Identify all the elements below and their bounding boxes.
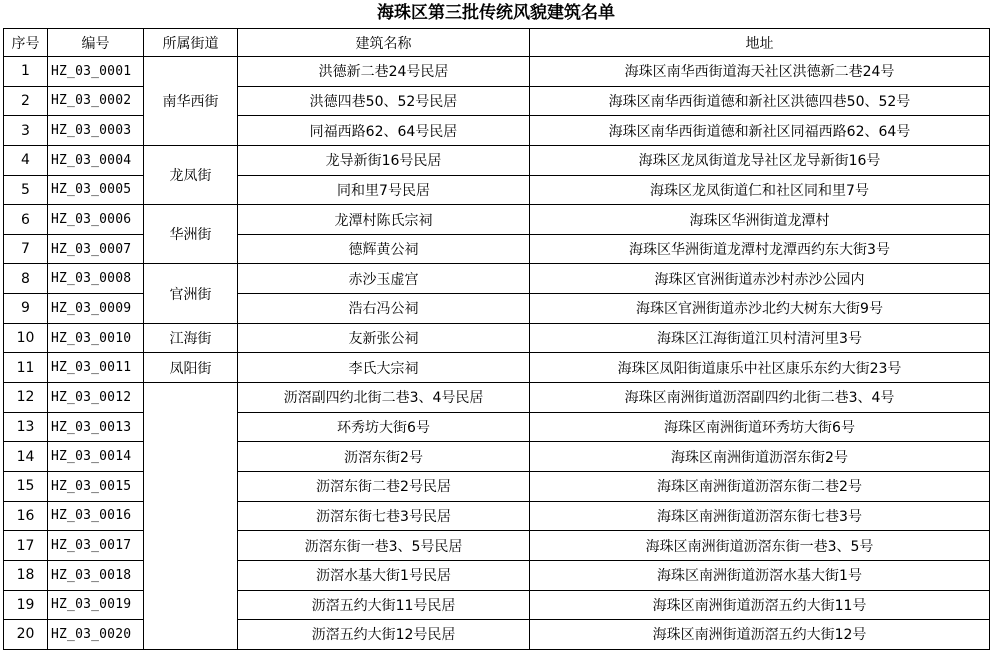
cell-seq: 3 [4, 116, 48, 146]
cell-seq: 10 [4, 323, 48, 353]
cell-name: 沥滘水基大街1号民居 [238, 560, 530, 590]
cell-name: 同福西路62、64号民居 [238, 116, 530, 146]
cell-code: HZ_03_0011 [48, 353, 144, 383]
cell-seq: 17 [4, 531, 48, 561]
cell-name: 洪德四巷50、52号民居 [238, 86, 530, 116]
cell-seq: 9 [4, 294, 48, 324]
cell-code: HZ_03_0010 [48, 323, 144, 353]
cell-address: 海珠区江海街道江贝村清河里3号 [530, 323, 990, 353]
cell-code: HZ_03_0009 [48, 294, 144, 324]
cell-seq: 15 [4, 471, 48, 501]
cell-seq: 14 [4, 442, 48, 472]
cell-address: 海珠区龙凤街道仁和社区同和里7号 [530, 175, 990, 205]
cell-name: 同和里7号民居 [238, 175, 530, 205]
table-row [4, 383, 990, 413]
cell-address: 海珠区华洲街道龙潭村龙潭西约东大街3号 [530, 234, 990, 264]
page-title: 海珠区第三批传统风貌建筑名单 [377, 3, 615, 23]
cell-address: 海珠区南洲街道环秀坊大街6号 [530, 412, 990, 442]
cell-seq: 19 [4, 590, 48, 620]
cell-code: HZ_03_0019 [48, 590, 144, 620]
cell-address: 海珠区南华西街道德和新社区同福西路62、64号 [530, 116, 990, 146]
cell-address: 海珠区龙凤街道龙导社区龙导新街16号 [530, 145, 990, 175]
cell-seq: 8 [4, 264, 48, 294]
cell-code: HZ_03_0017 [48, 531, 144, 561]
cell-street: 华洲街 [144, 205, 238, 264]
table-row [4, 323, 990, 353]
cell-name: 沥滘副四约北街二巷3、4号民居 [238, 383, 530, 413]
cell-seq: 18 [4, 560, 48, 590]
cell-street: 龙凤街 [144, 145, 238, 204]
cell-name: 沥滘五约大街11号民居 [238, 590, 530, 620]
cell-address: 海珠区华洲街道龙潭村 [530, 205, 990, 235]
cell-code: HZ_03_0004 [48, 145, 144, 175]
cell-code: HZ_03_0001 [48, 57, 144, 87]
header-code: 编号 [48, 29, 144, 57]
cell-name: 沥滘五约大街12号民居 [238, 620, 530, 650]
cell-address: 海珠区南华西街道德和新社区洪德四巷50、52号 [530, 86, 990, 116]
building-list-table [3, 28, 990, 650]
cell-code: HZ_03_0018 [48, 560, 144, 590]
cell-code: HZ_03_0012 [48, 383, 144, 413]
cell-address: 海珠区南华西街道海天社区洪德新二巷24号 [530, 57, 990, 87]
cell-name: 龙导新街16号民居 [238, 145, 530, 175]
table-row [4, 264, 990, 294]
cell-code: HZ_03_0008 [48, 264, 144, 294]
cell-seq: 4 [4, 145, 48, 175]
cell-code: HZ_03_0016 [48, 501, 144, 531]
cell-seq: 5 [4, 175, 48, 205]
header-address: 地址 [530, 29, 990, 57]
cell-code: HZ_03_0007 [48, 234, 144, 264]
cell-seq: 13 [4, 412, 48, 442]
cell-seq: 7 [4, 234, 48, 264]
table-row [4, 353, 990, 383]
cell-street: 凤阳街 [144, 353, 238, 383]
cell-code: HZ_03_0014 [48, 442, 144, 472]
cell-address: 海珠区南洲街道沥滘水基大街1号 [530, 560, 990, 590]
table-row [4, 145, 990, 175]
cell-address: 海珠区南洲街道沥滘东街七巷3号 [530, 501, 990, 531]
cell-name: 环秀坊大街6号 [238, 412, 530, 442]
cell-code: HZ_03_0003 [48, 116, 144, 146]
header-street: 所属街道 [144, 29, 238, 57]
cell-address: 海珠区南洲街道沥滘东街2号 [530, 442, 990, 472]
cell-code: HZ_03_0015 [48, 471, 144, 501]
cell-seq: 1 [4, 57, 48, 87]
cell-code: HZ_03_0020 [48, 620, 144, 650]
cell-seq: 2 [4, 86, 48, 116]
cell-seq: 20 [4, 620, 48, 650]
cell-address: 海珠区官洲街道赤沙村赤沙公园内 [530, 264, 990, 294]
cell-name: 洪德新二巷24号民居 [238, 57, 530, 87]
cell-code: HZ_03_0013 [48, 412, 144, 442]
cell-name: 德辉黄公祠 [238, 234, 530, 264]
cell-name: 沥滘东街一巷3、5号民居 [238, 531, 530, 561]
header-name: 建筑名称 [238, 29, 530, 57]
cell-name: 沥滘东街七巷3号民居 [238, 501, 530, 531]
cell-street: 江海街 [144, 323, 238, 353]
cell-name: 沥滘东街2号 [238, 442, 530, 472]
header-seq: 序号 [4, 29, 48, 57]
cell-name: 友新张公祠 [238, 323, 530, 353]
table-row [4, 205, 990, 235]
cell-address: 海珠区南洲街道沥滘五约大街11号 [530, 590, 990, 620]
cell-seq: 12 [4, 383, 48, 413]
cell-seq: 11 [4, 353, 48, 383]
table-row [4, 57, 990, 87]
cell-code: HZ_03_0002 [48, 86, 144, 116]
cell-street: 官洲街 [144, 264, 238, 323]
cell-address: 海珠区凤阳街道康乐中社区康乐东约大街23号 [530, 353, 990, 383]
cell-code: HZ_03_0005 [48, 175, 144, 205]
cell-address: 海珠区南洲街道沥滘副四约北街二巷3、4号 [530, 383, 990, 413]
cell-name: 龙潭村陈氏宗祠 [238, 205, 530, 235]
cell-name: 李氏大宗祠 [238, 353, 530, 383]
cell-seq: 6 [4, 205, 48, 235]
cell-name: 沥滘东街二巷2号民居 [238, 471, 530, 501]
cell-street: 南华西街 [144, 57, 238, 146]
cell-seq: 16 [4, 501, 48, 531]
cell-code: HZ_03_0006 [48, 205, 144, 235]
cell-address: 海珠区南洲街道沥滘五约大街12号 [530, 620, 990, 650]
cell-address: 海珠区南洲街道沥滘东街一巷3、5号 [530, 531, 990, 561]
cell-address: 海珠区南洲街道沥滘东街二巷2号 [530, 471, 990, 501]
cell-address: 海珠区官洲街道赤沙北约大树东大街9号 [530, 294, 990, 324]
cell-street-blank [144, 383, 238, 650]
cell-name: 赤沙玉虚宫 [238, 264, 530, 294]
table-header-row [4, 29, 990, 57]
cell-name: 浩右冯公祠 [238, 294, 530, 324]
